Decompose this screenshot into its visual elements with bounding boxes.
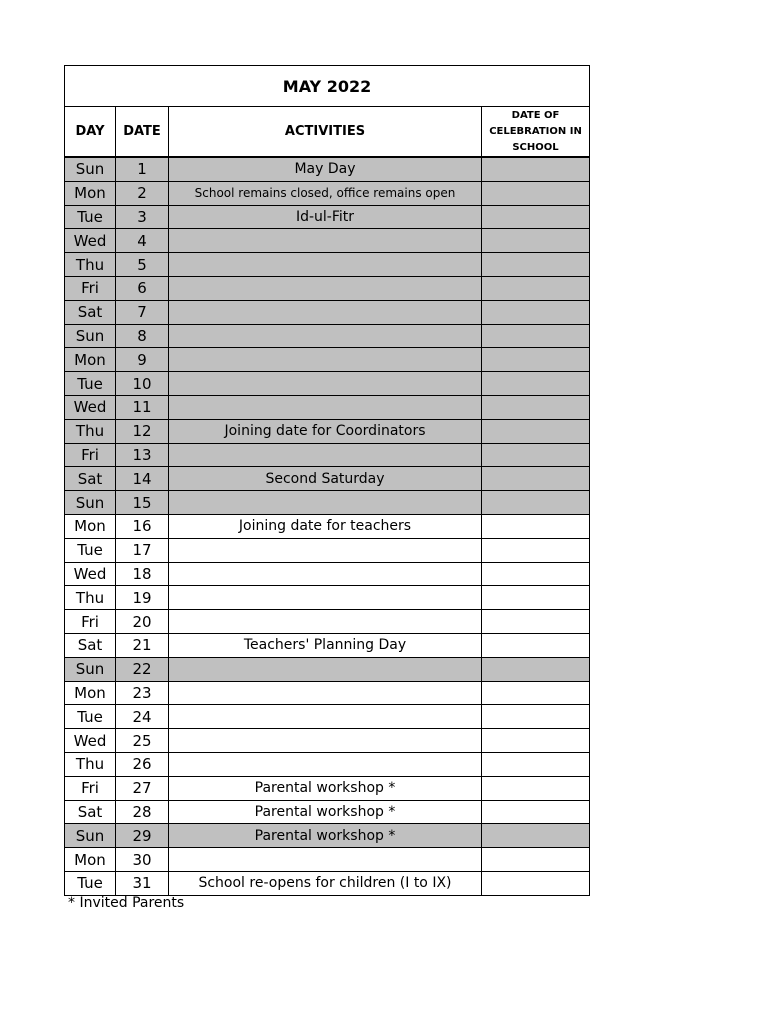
table-row bbox=[65, 705, 590, 729]
celebration-cell bbox=[482, 514, 590, 538]
celebration-cell bbox=[482, 657, 590, 681]
activity-cell bbox=[169, 657, 482, 681]
day-cell: Sun bbox=[65, 824, 116, 848]
date-cell: 11 bbox=[116, 395, 169, 419]
day-cell: Tue bbox=[65, 538, 116, 562]
celebration-cell bbox=[482, 562, 590, 586]
date-cell: 31 bbox=[116, 871, 169, 895]
day-cell: Wed bbox=[65, 562, 116, 586]
celebration-cell bbox=[482, 443, 590, 467]
table-row bbox=[65, 848, 590, 872]
day-cell: Sun bbox=[65, 157, 116, 181]
activity-cell bbox=[169, 348, 482, 372]
activity-cell bbox=[169, 253, 482, 277]
header-day: DAY bbox=[65, 107, 116, 158]
day-cell: Mon bbox=[65, 681, 116, 705]
date-cell: 27 bbox=[116, 776, 169, 800]
activity-cell: Id-ul-Fitr bbox=[169, 205, 482, 229]
day-cell: Sun bbox=[65, 324, 116, 348]
date-cell: 24 bbox=[116, 705, 169, 729]
celebration-cell bbox=[482, 610, 590, 634]
title-row bbox=[65, 66, 590, 107]
table-row bbox=[65, 586, 590, 610]
date-cell: 1 bbox=[116, 157, 169, 181]
table-row bbox=[65, 729, 590, 753]
activity-cell: Parental workshop * bbox=[169, 776, 482, 800]
date-cell: 23 bbox=[116, 681, 169, 705]
celebration-cell bbox=[482, 824, 590, 848]
date-cell: 26 bbox=[116, 752, 169, 776]
table-row bbox=[65, 776, 590, 800]
page-title: MAY 2022 bbox=[65, 66, 590, 107]
activity-cell bbox=[169, 681, 482, 705]
header-date: DATE bbox=[116, 107, 169, 158]
date-cell: 29 bbox=[116, 824, 169, 848]
date-cell: 9 bbox=[116, 348, 169, 372]
celebration-cell bbox=[482, 348, 590, 372]
celebration-cell bbox=[482, 205, 590, 229]
celebration-cell bbox=[482, 800, 590, 824]
activity-cell bbox=[169, 729, 482, 753]
celebration-cell bbox=[482, 586, 590, 610]
celebration-cell bbox=[482, 229, 590, 253]
celebration-cell bbox=[482, 300, 590, 324]
table-row bbox=[65, 467, 590, 491]
date-cell: 20 bbox=[116, 610, 169, 634]
activity-cell bbox=[169, 705, 482, 729]
table-row bbox=[65, 253, 590, 277]
date-cell: 6 bbox=[116, 276, 169, 300]
activity-cell: May Day bbox=[169, 157, 482, 181]
date-cell: 8 bbox=[116, 324, 169, 348]
date-cell: 22 bbox=[116, 657, 169, 681]
celebration-cell bbox=[482, 395, 590, 419]
table-row bbox=[65, 562, 590, 586]
activity-cell: Parental workshop * bbox=[169, 824, 482, 848]
date-cell: 3 bbox=[116, 205, 169, 229]
date-cell: 25 bbox=[116, 729, 169, 753]
day-cell: Thu bbox=[65, 752, 116, 776]
table-row bbox=[65, 800, 590, 824]
date-cell: 13 bbox=[116, 443, 169, 467]
celebration-cell bbox=[482, 776, 590, 800]
celebration-cell bbox=[482, 419, 590, 443]
date-cell: 14 bbox=[116, 467, 169, 491]
day-cell: Sat bbox=[65, 467, 116, 491]
date-cell: 12 bbox=[116, 419, 169, 443]
activity-cell bbox=[169, 443, 482, 467]
day-cell: Tue bbox=[65, 205, 116, 229]
activity-cell bbox=[169, 848, 482, 872]
activity-cell bbox=[169, 229, 482, 253]
celebration-cell bbox=[482, 181, 590, 205]
calendar-body bbox=[65, 157, 590, 895]
celebration-cell bbox=[482, 372, 590, 396]
activity-cell bbox=[169, 372, 482, 396]
date-cell: 30 bbox=[116, 848, 169, 872]
table-row bbox=[65, 372, 590, 396]
day-cell: Tue bbox=[65, 705, 116, 729]
date-cell: 5 bbox=[116, 253, 169, 277]
header-activities: ACTIVITIES bbox=[169, 107, 482, 158]
table-row bbox=[65, 419, 590, 443]
date-cell: 21 bbox=[116, 633, 169, 657]
celebration-cell bbox=[482, 871, 590, 895]
day-cell: Wed bbox=[65, 395, 116, 419]
day-cell: Mon bbox=[65, 514, 116, 538]
celebration-cell bbox=[482, 848, 590, 872]
header-celebration: DATE OF CELEBRATION IN SCHOOL bbox=[482, 107, 590, 158]
activity-cell bbox=[169, 586, 482, 610]
activity-cell: Joining date for teachers bbox=[169, 514, 482, 538]
table-row bbox=[65, 300, 590, 324]
celebration-cell bbox=[482, 491, 590, 515]
day-cell: Tue bbox=[65, 372, 116, 396]
activity-cell: School remains closed, office remains open bbox=[169, 181, 482, 205]
table-row bbox=[65, 229, 590, 253]
table-row bbox=[65, 443, 590, 467]
celebration-cell bbox=[482, 705, 590, 729]
day-cell: Mon bbox=[65, 181, 116, 205]
day-cell: Sun bbox=[65, 657, 116, 681]
day-cell: Wed bbox=[65, 229, 116, 253]
table-row bbox=[65, 657, 590, 681]
table-row bbox=[65, 157, 590, 181]
header-row bbox=[65, 107, 590, 158]
day-cell: Fri bbox=[65, 776, 116, 800]
table-row bbox=[65, 348, 590, 372]
calendar-sheet bbox=[64, 65, 589, 896]
table-row bbox=[65, 395, 590, 419]
activity-cell bbox=[169, 276, 482, 300]
celebration-cell bbox=[482, 276, 590, 300]
celebration-cell bbox=[482, 467, 590, 491]
table-row bbox=[65, 514, 590, 538]
table-row bbox=[65, 681, 590, 705]
table-row bbox=[65, 538, 590, 562]
day-cell: Fri bbox=[65, 443, 116, 467]
activity-cell bbox=[169, 752, 482, 776]
table-row bbox=[65, 324, 590, 348]
celebration-cell bbox=[482, 538, 590, 562]
celebration-cell bbox=[482, 729, 590, 753]
celebration-cell bbox=[482, 324, 590, 348]
date-cell: 17 bbox=[116, 538, 169, 562]
date-cell: 18 bbox=[116, 562, 169, 586]
celebration-cell bbox=[482, 253, 590, 277]
table-row bbox=[65, 610, 590, 634]
day-cell: Sun bbox=[65, 491, 116, 515]
activity-cell: Teachers' Planning Day bbox=[169, 633, 482, 657]
date-cell: 15 bbox=[116, 491, 169, 515]
activity-cell: Joining date for Coordinators bbox=[169, 419, 482, 443]
day-cell: Sat bbox=[65, 633, 116, 657]
table-row bbox=[65, 871, 590, 895]
activity-cell bbox=[169, 491, 482, 515]
table-row bbox=[65, 752, 590, 776]
table-row bbox=[65, 633, 590, 657]
table-row bbox=[65, 205, 590, 229]
celebration-cell bbox=[482, 752, 590, 776]
day-cell: Sat bbox=[65, 800, 116, 824]
table-row bbox=[65, 181, 590, 205]
date-cell: 4 bbox=[116, 229, 169, 253]
activity-cell bbox=[169, 538, 482, 562]
table-row bbox=[65, 824, 590, 848]
activity-cell bbox=[169, 300, 482, 324]
date-cell: 16 bbox=[116, 514, 169, 538]
day-cell: Fri bbox=[65, 610, 116, 634]
activity-cell: School re-opens for children (I to IX) bbox=[169, 871, 482, 895]
celebration-cell bbox=[482, 633, 590, 657]
day-cell: Thu bbox=[65, 419, 116, 443]
date-cell: 19 bbox=[116, 586, 169, 610]
activity-cell: Second Saturday bbox=[169, 467, 482, 491]
day-cell: Thu bbox=[65, 586, 116, 610]
activity-cell bbox=[169, 562, 482, 586]
activity-cell bbox=[169, 610, 482, 634]
activity-cell: Parental workshop * bbox=[169, 800, 482, 824]
footnote: * Invited Parents bbox=[68, 895, 185, 911]
day-cell: Fri bbox=[65, 276, 116, 300]
celebration-cell bbox=[482, 681, 590, 705]
date-cell: 2 bbox=[116, 181, 169, 205]
date-cell: 10 bbox=[116, 372, 169, 396]
activity-cell bbox=[169, 395, 482, 419]
day-cell: Wed bbox=[65, 729, 116, 753]
date-cell: 7 bbox=[116, 300, 169, 324]
activity-cell bbox=[169, 324, 482, 348]
day-cell: Tue bbox=[65, 871, 116, 895]
celebration-cell bbox=[482, 157, 590, 181]
day-cell: Mon bbox=[65, 348, 116, 372]
date-cell: 28 bbox=[116, 800, 169, 824]
day-cell: Sat bbox=[65, 300, 116, 324]
table-row bbox=[65, 276, 590, 300]
calendar-table bbox=[64, 65, 590, 896]
day-cell: Thu bbox=[65, 253, 116, 277]
table-row bbox=[65, 491, 590, 515]
day-cell: Mon bbox=[65, 848, 116, 872]
